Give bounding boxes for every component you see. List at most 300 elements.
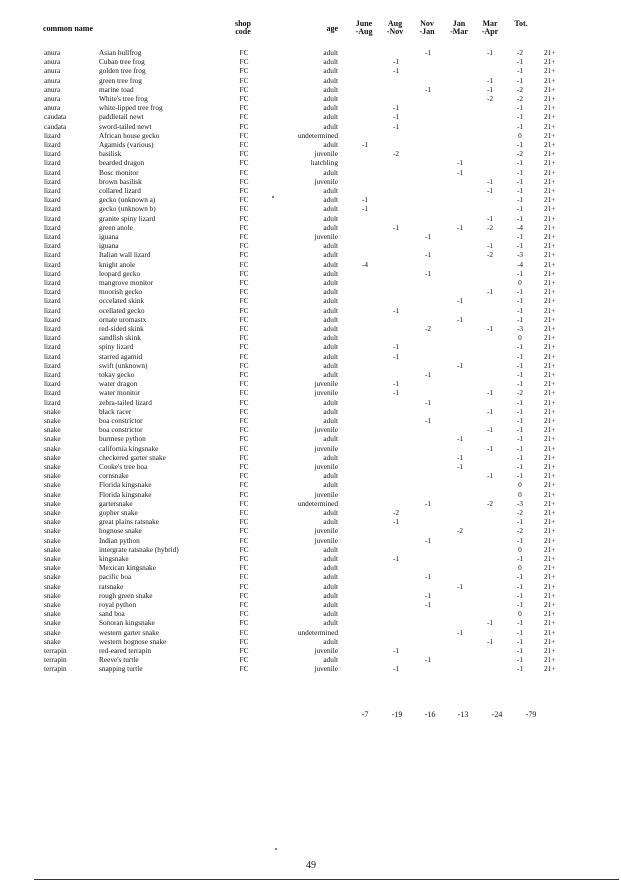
age-cell: hatchling [310, 158, 338, 168]
age-cell: juvenile [314, 489, 338, 499]
mar-apr-cell: -1 [486, 84, 494, 94]
table-row [0, 204, 621, 213]
value-cell: 21+ [544, 590, 556, 600]
table-row [0, 85, 621, 94]
common-name-cell: checkered garter snake [99, 452, 166, 462]
table-row [0, 177, 621, 186]
mar-apr-cell: -1 [486, 287, 494, 297]
mar-apr-cell: -1 [486, 388, 494, 398]
group-cell: snake [44, 480, 61, 490]
header-period-top: Jan [452, 19, 466, 28]
aug-nov-cell: -1 [392, 342, 400, 352]
nov-jan-cell: -1 [424, 572, 432, 582]
aug-nov-cell: -1 [392, 103, 400, 113]
age-cell: adult [323, 581, 338, 591]
nov-jan-cell: -1 [424, 655, 432, 665]
total-cell: -1 [516, 232, 524, 241]
common-name-cell: ocellated gecko [99, 305, 145, 315]
group-cell: snake [44, 600, 61, 609]
shop-code-cell: FC [239, 572, 249, 582]
shop-code-cell: FC [239, 416, 249, 425]
table-row [0, 195, 621, 204]
aug-nov-cell: -1 [392, 305, 400, 315]
table-row [0, 342, 621, 351]
table-row [0, 637, 621, 646]
table-row [0, 223, 621, 232]
header-period-bottom: -Jan [419, 27, 435, 36]
total-nov-jan: -16 [424, 710, 436, 719]
value-cell: 21+ [544, 195, 556, 205]
common-name-cell: sand boa [99, 609, 125, 619]
value-cell: 21+ [544, 296, 556, 306]
total-cell: -1 [516, 636, 524, 646]
mar-apr-cell: -1 [486, 48, 494, 57]
table-row [0, 296, 621, 305]
table-row [0, 517, 621, 526]
common-name-cell: gopher snake [99, 508, 138, 517]
table-row [0, 582, 621, 591]
total-cell: -1 [516, 158, 524, 168]
age-cell: adult [323, 314, 338, 324]
age-cell: adult [323, 572, 338, 582]
shop-code-cell: FC [239, 489, 249, 499]
age-cell: adult [323, 609, 338, 619]
total-june-aug: -7 [361, 710, 369, 719]
shop-code-cell: FC [239, 544, 249, 554]
total-cell: -4 [516, 259, 524, 269]
total-cell: -1 [516, 57, 524, 67]
age-cell: adult [323, 324, 338, 333]
value-cell: 21+ [544, 609, 556, 619]
total-cell: -1 [516, 186, 524, 195]
age-cell: adult [323, 140, 338, 149]
header-period-bottom: -Mar [450, 27, 468, 36]
table-row [0, 618, 621, 627]
total-cell: 0 [518, 130, 522, 140]
total-cell: -1 [516, 176, 524, 186]
value-cell: 21+ [544, 646, 556, 655]
value-cell: 21+ [544, 517, 556, 527]
age-cell: adult [323, 416, 338, 425]
nov-jan-cell: -1 [424, 268, 432, 278]
shop-code-cell: FC [239, 425, 249, 435]
age-cell: juvenile [314, 664, 338, 674]
group-cell: snake [44, 526, 61, 536]
age-cell: adult [323, 57, 338, 67]
age-cell: adult [323, 268, 338, 278]
total-cell: -1 [516, 406, 524, 416]
group-cell: snake [44, 406, 61, 416]
group-cell: terrapin [44, 664, 67, 674]
table-row [0, 407, 621, 416]
nov-jan-cell: -1 [424, 600, 432, 609]
table-row [0, 471, 621, 480]
value-cell: 21+ [544, 112, 556, 122]
shop-code-cell: FC [239, 342, 249, 352]
group-cell: terrapin [44, 646, 67, 655]
group-cell: snake [44, 517, 61, 527]
mar-apr-cell: -1 [486, 471, 494, 481]
mar-apr-cell: -1 [486, 241, 494, 251]
header-shop-code-text: shop code [234, 19, 251, 36]
common-name-cell: Cooke's tree boa [99, 462, 148, 471]
total-cell: -1 [516, 360, 524, 370]
mar-apr-cell: -1 [486, 324, 494, 333]
value-cell: 21+ [544, 443, 556, 453]
group-cell: lizard [44, 333, 61, 343]
total-cell: -1 [516, 572, 524, 582]
group-cell: snake [44, 471, 61, 481]
shop-code-cell: FC [239, 66, 249, 76]
table-row [0, 48, 621, 57]
jan-mar-cell: -1 [456, 627, 464, 637]
jan-mar-cell: -1 [456, 314, 464, 324]
value-cell: 21+ [544, 278, 556, 287]
table-row [0, 315, 621, 324]
value-cell: 21+ [544, 232, 556, 241]
aug-nov-cell: -1 [392, 554, 400, 563]
total-cell: -1 [516, 425, 524, 435]
total-cell: -1 [516, 600, 524, 609]
group-cell: snake [44, 627, 61, 637]
age-cell: adult [323, 563, 338, 573]
total-cell: -1 [516, 342, 524, 352]
shop-code-cell: FC [239, 526, 249, 536]
age-cell: adult [323, 186, 338, 195]
table-row [0, 453, 621, 462]
age-cell: juvenile [314, 232, 338, 241]
age-cell: adult [323, 397, 338, 407]
shop-code-cell: FC [239, 121, 249, 131]
aug-nov-cell: -1 [392, 646, 400, 655]
age-cell: adult [323, 554, 338, 563]
value-cell: 21+ [544, 370, 556, 379]
value-cell: 21+ [544, 158, 556, 168]
shop-code-cell: FC [239, 627, 249, 637]
mar-apr-cell: -2 [486, 222, 494, 232]
table-row [0, 462, 621, 471]
group-cell: anura [44, 57, 61, 67]
total-cell: -1 [516, 590, 524, 600]
common-name-cell: Reeve's turtle [99, 655, 139, 665]
total-cell: -1 [516, 140, 524, 149]
shop-code-cell: FC [239, 379, 249, 389]
total-cell: 0 [518, 489, 522, 499]
shop-code-cell: FC [239, 370, 249, 379]
age-cell: juvenile [314, 443, 338, 453]
group-cell: lizard [44, 186, 61, 195]
table-row [0, 379, 621, 388]
common-name-cell: granite spiny lizard [99, 213, 156, 223]
shop-code-cell: FC [239, 287, 249, 297]
total-cell: -2 [516, 526, 524, 536]
age-cell: adult [323, 278, 338, 287]
total-cell: -1 [516, 296, 524, 306]
shop-code-cell: FC [239, 508, 249, 517]
header-period-top: Nov [420, 19, 434, 28]
group-cell: snake [44, 452, 61, 462]
total-cell: -1 [516, 241, 524, 251]
value-cell: 21+ [544, 655, 556, 665]
shop-code-cell: FC [239, 259, 249, 269]
jan-mar-cell: -1 [456, 462, 464, 471]
group-cell: snake [44, 609, 61, 619]
group-cell: snake [44, 581, 61, 591]
group-cell: lizard [44, 397, 61, 407]
nov-jan-cell: -1 [424, 250, 432, 260]
table-row [0, 545, 621, 554]
age-cell: adult [323, 287, 338, 297]
total-cell: -2 [516, 48, 524, 57]
value-cell: 21+ [544, 526, 556, 536]
group-cell: caudata [44, 121, 67, 131]
aug-nov-cell: -1 [392, 222, 400, 232]
value-cell: 21+ [544, 103, 556, 113]
common-name-cell: Italian wall lizard [99, 250, 151, 260]
table-row [0, 398, 621, 407]
age-cell: adult [323, 333, 338, 343]
age-cell: undetermined [297, 130, 338, 140]
aug-nov-cell: -1 [392, 121, 400, 131]
total-cell: -1 [516, 121, 524, 131]
aug-nov-cell: -1 [392, 351, 400, 361]
total-cell: -3 [516, 498, 524, 508]
value-cell: 21+ [544, 554, 556, 563]
total-mar-apr: -24 [491, 710, 503, 719]
group-cell: lizard [44, 278, 61, 287]
aug-nov-cell: -1 [392, 388, 400, 398]
common-name-cell: starred agamid [99, 351, 143, 361]
common-name-cell: mangrove monitor [99, 278, 154, 287]
age-cell: adult [323, 296, 338, 306]
common-name-cell: Sonoran kingsnake [99, 618, 155, 628]
shop-code-cell: FC [239, 268, 249, 278]
jan-mar-cell: -1 [456, 167, 464, 177]
jan-mar-cell: -1 [456, 434, 464, 444]
table-row [0, 168, 621, 177]
table-row [0, 554, 621, 563]
shop-code-cell: FC [239, 57, 249, 67]
common-name-cell: knight anole [99, 259, 136, 269]
aug-nov-cell: -1 [392, 66, 400, 76]
age-cell: adult [323, 351, 338, 361]
totals-row [0, 710, 621, 720]
nov-jan-cell: -1 [424, 416, 432, 425]
table-row [0, 66, 621, 75]
total-cell: -1 [516, 462, 524, 471]
age-cell: juvenile [314, 526, 338, 536]
group-cell: snake [44, 508, 61, 517]
value-cell: 21+ [544, 48, 556, 57]
value-cell: 21+ [544, 140, 556, 149]
group-cell: snake [44, 636, 61, 646]
age-cell: adult [323, 195, 338, 205]
shop-code-cell: FC [239, 664, 249, 674]
total-cell: -1 [516, 314, 524, 324]
table-row [0, 232, 621, 241]
jan-mar-cell: -1 [456, 581, 464, 591]
shop-code-cell: FC [239, 351, 249, 361]
total-cell: 0 [518, 480, 522, 490]
table-row [0, 241, 621, 250]
age-cell: adult [323, 167, 338, 177]
shop-code-cell: FC [239, 600, 249, 609]
total-cell: -1 [516, 646, 524, 655]
value-cell: 21+ [544, 167, 556, 177]
group-cell: lizard [44, 213, 61, 223]
table-row [0, 526, 621, 535]
common-name-cell: moorish gecko [99, 287, 143, 297]
nov-jan-cell: -1 [424, 590, 432, 600]
group-cell: lizard [44, 222, 61, 232]
group-cell: anura [44, 75, 61, 85]
common-name-cell: basilisk [99, 149, 122, 159]
table-row [0, 103, 621, 112]
group-cell: lizard [44, 167, 61, 177]
total-cell: -4 [516, 222, 524, 232]
group-cell: snake [44, 544, 61, 554]
age-cell: adult [323, 600, 338, 609]
value-cell: 21+ [544, 452, 556, 462]
jan-mar-cell: -1 [456, 296, 464, 306]
table-row [0, 278, 621, 287]
scan-speck [275, 848, 277, 850]
shop-code-cell: FC [239, 554, 249, 563]
total-cell: -1 [516, 195, 524, 205]
group-cell: anura [44, 94, 61, 103]
group-cell: lizard [44, 296, 61, 306]
table-row [0, 352, 621, 361]
age-cell: adult [323, 655, 338, 665]
common-name-cell: kingsnake [99, 554, 129, 563]
shop-code-cell: FC [239, 167, 249, 177]
total-cell: 0 [518, 544, 522, 554]
total-cell: -1 [516, 397, 524, 407]
age-cell: adult [323, 94, 338, 103]
group-cell: lizard [44, 204, 61, 214]
total-cell: -2 [516, 94, 524, 103]
table-row [0, 122, 621, 131]
mar-apr-cell: -1 [486, 176, 494, 186]
shop-code-cell: FC [239, 158, 249, 168]
group-cell: caudata [44, 112, 67, 122]
group-cell: snake [44, 434, 61, 444]
shop-code-cell: FC [239, 176, 249, 186]
value-cell: 21+ [544, 324, 556, 333]
group-cell: lizard [44, 241, 61, 251]
shop-code-cell: FC [239, 636, 249, 646]
value-cell: 21+ [544, 535, 556, 545]
common-name-cell: golden tree frog [99, 66, 146, 76]
shop-code-cell: FC [239, 84, 249, 94]
age-cell: juvenile [314, 535, 338, 545]
value-cell: 21+ [544, 627, 556, 637]
header-period-top: Mar [482, 19, 498, 28]
header-common-name: common name [43, 24, 93, 33]
age-cell: adult [323, 452, 338, 462]
age-cell: undetermined [297, 627, 338, 637]
mar-apr-cell: -1 [486, 213, 494, 223]
nov-jan-cell: -1 [424, 370, 432, 379]
group-cell: snake [44, 590, 61, 600]
jan-mar-cell: -1 [456, 222, 464, 232]
common-name-cell: ornate uromastx [99, 314, 147, 324]
common-name-cell: Asian bullfrog [99, 48, 142, 57]
scan-speck [272, 196, 274, 198]
value-cell: 21+ [544, 379, 556, 389]
age-cell: undetermined [297, 498, 338, 508]
nov-jan-cell: -1 [424, 48, 432, 57]
common-name-cell: Indian python [99, 535, 140, 545]
mar-apr-cell: -1 [486, 406, 494, 416]
nov-jan-cell: -1 [424, 232, 432, 241]
header-total: Tot. [514, 19, 528, 28]
common-name-cell: Agamids (various) [99, 140, 154, 149]
age-cell: juvenile [314, 646, 338, 655]
shop-code-cell: FC [239, 609, 249, 619]
footer-rule [34, 879, 619, 880]
age-cell: juvenile [314, 388, 338, 398]
value-cell: 21+ [544, 333, 556, 343]
age-cell: adult [323, 222, 338, 232]
age-cell: adult [323, 544, 338, 554]
total-cell: -1 [516, 305, 524, 315]
total-aug-nov: -19 [391, 710, 403, 719]
value-cell: 21+ [544, 204, 556, 214]
total-cell: -2 [516, 84, 524, 94]
shop-code-cell: FC [239, 498, 249, 508]
age-cell: adult [323, 480, 338, 490]
total-cell: -1 [516, 416, 524, 425]
table-row [0, 112, 621, 121]
value-cell: 21+ [544, 544, 556, 554]
common-name-cell: green anole [99, 222, 133, 232]
age-cell: adult [323, 84, 338, 94]
group-cell: lizard [44, 259, 61, 269]
total-cell: -1 [516, 655, 524, 665]
age-cell: adult [323, 471, 338, 481]
mar-apr-cell: -1 [486, 186, 494, 195]
common-name-cell: hognose snake [99, 526, 142, 536]
table-row [0, 214, 621, 223]
table-row [0, 361, 621, 370]
value-cell: 21+ [544, 480, 556, 490]
value-cell: 21+ [544, 66, 556, 76]
common-name-cell: rough green snake [99, 590, 153, 600]
value-cell: 21+ [544, 305, 556, 315]
value-cell: 21+ [544, 600, 556, 609]
shop-code-cell: FC [239, 324, 249, 333]
common-name-cell: swift (unknown) [99, 360, 148, 370]
common-name-cell: western hognose snake [99, 636, 167, 646]
total-cell: -1 [516, 66, 524, 76]
group-cell: snake [44, 535, 61, 545]
value-cell: 21+ [544, 84, 556, 94]
shop-code-cell: FC [239, 535, 249, 545]
total-cell: -1 [516, 517, 524, 527]
mar-apr-cell: -1 [486, 75, 494, 85]
common-name-cell: boa constrictor [99, 425, 143, 435]
mar-apr-cell: -1 [486, 618, 494, 628]
table-row [0, 591, 621, 600]
group-cell: lizard [44, 314, 61, 324]
total-cell: -1 [516, 351, 524, 361]
table-row [0, 563, 621, 572]
table-row [0, 646, 621, 655]
total-cell: -1 [516, 471, 524, 481]
common-name-cell: boa constrictor [99, 416, 143, 425]
value-cell: 21+ [544, 241, 556, 251]
